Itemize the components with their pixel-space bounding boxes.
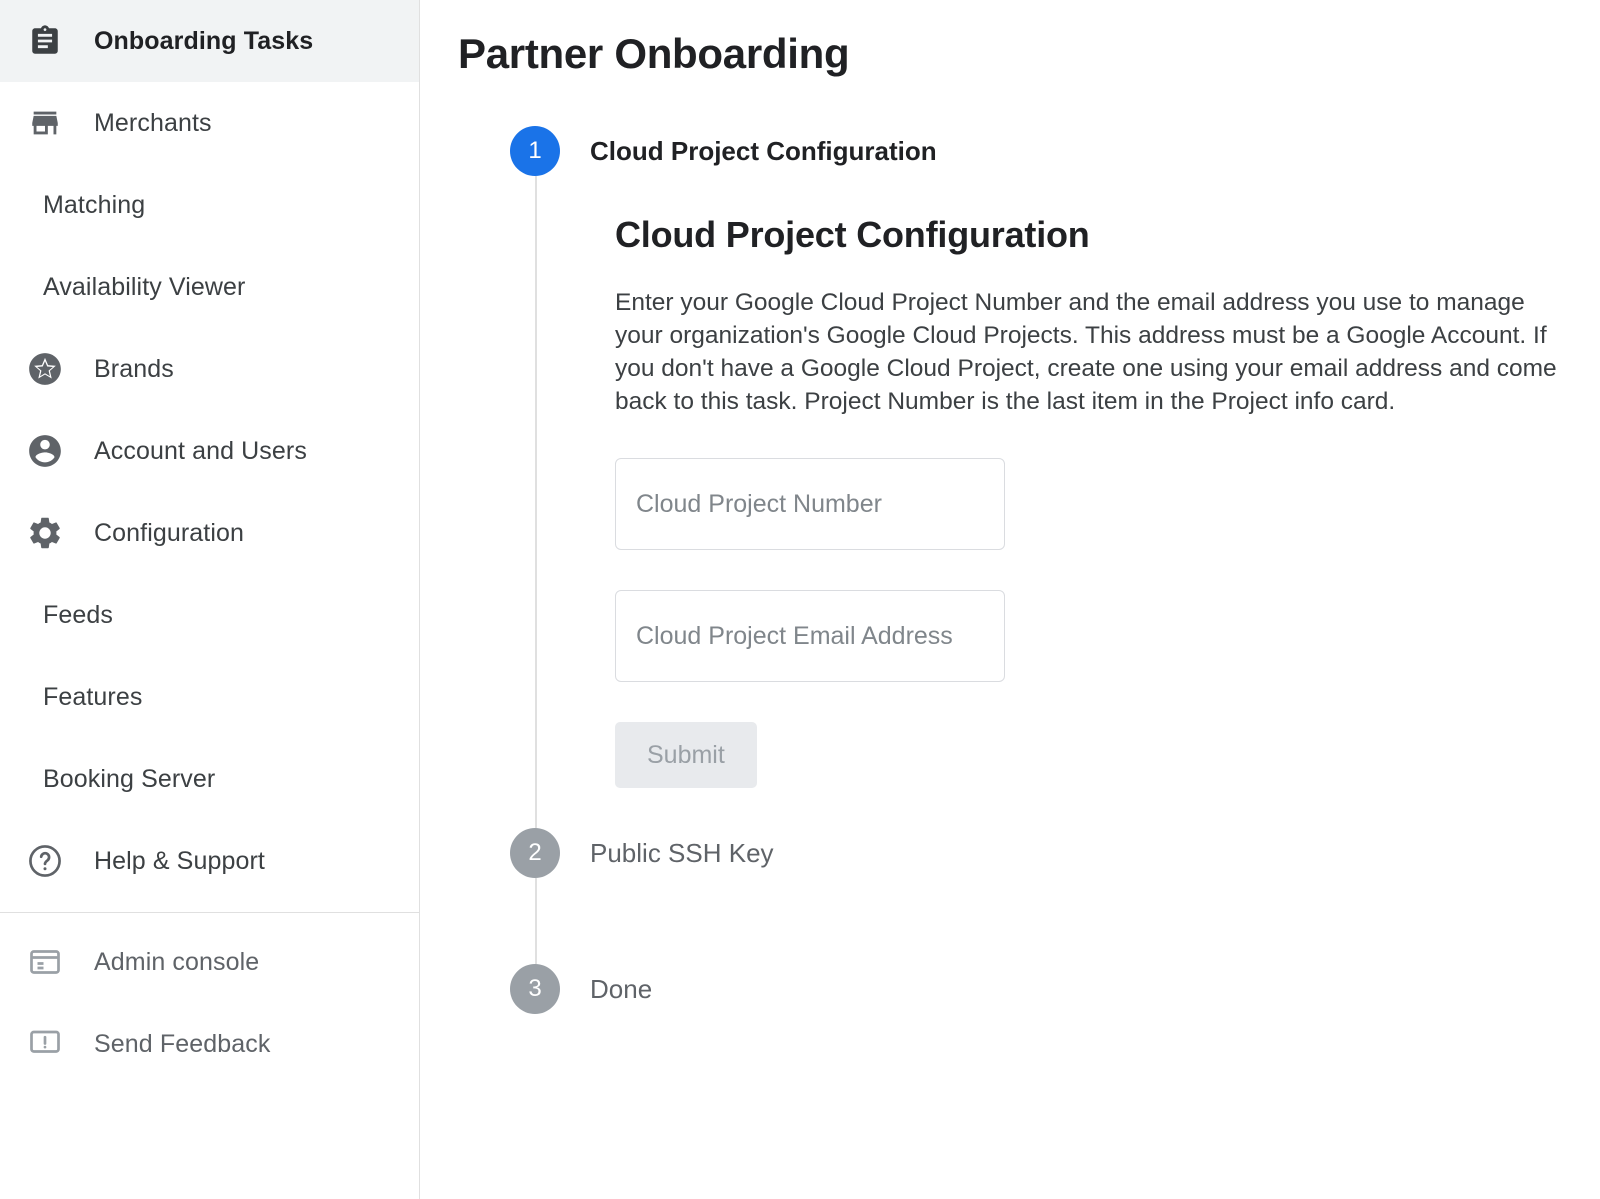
sidebar-item-help-and-support[interactable] <box>0 820 419 902</box>
step-2-header[interactable] <box>510 828 1560 878</box>
sidebar-item-label: Matching <box>43 190 146 219</box>
help-icon <box>22 838 68 884</box>
sidebar-item-label: Availability Viewer <box>43 272 246 301</box>
sidebar-item-merchants[interactable] <box>0 82 419 164</box>
sidebar-item-onboarding-tasks[interactable] <box>0 0 419 82</box>
cloud-project-number-input[interactable] <box>615 458 1005 550</box>
step-3-label: Done <box>590 973 653 1004</box>
sidebar-item-label: Account and Users <box>94 436 307 465</box>
page-title: Partner Onboarding <box>458 30 850 77</box>
store-icon <box>22 100 68 146</box>
step-3-number: 3 <box>510 964 560 1014</box>
step-2-label: Public SSH Key <box>590 837 774 868</box>
sidebar-item-label: Configuration <box>94 518 245 547</box>
sidebar-item-features[interactable] <box>0 656 419 738</box>
sidebar-item-label: Feeds <box>43 600 113 629</box>
sidebar-item-label: Features <box>43 682 143 711</box>
sidebar-divider <box>0 912 419 913</box>
sidebar-item-label: Admin console <box>94 947 260 976</box>
clipboard-icon <box>22 18 68 64</box>
sidebar-item-matching[interactable] <box>0 164 419 246</box>
step-3 <box>510 964 1560 1014</box>
feedback-icon <box>22 1021 68 1067</box>
step-1-number: 1 <box>510 126 560 176</box>
sidebar-item-label: Booking Server <box>43 764 216 793</box>
sidebar-item-availability-viewer[interactable] <box>0 246 419 328</box>
sidebar-item-account-and-users[interactable] <box>0 410 419 492</box>
step-1-body <box>535 176 1560 828</box>
sidebar-item-send-feedback[interactable] <box>0 1003 419 1085</box>
sidebar-item-label: Brands <box>94 354 174 383</box>
cloud-project-email-input[interactable] <box>615 590 1005 682</box>
sidebar <box>0 0 420 1199</box>
sidebar-item-admin-console[interactable] <box>0 921 419 1003</box>
sidebar-item-configuration[interactable] <box>0 492 419 574</box>
sidebar-item-label: Help & Support <box>94 846 265 875</box>
sidebar-item-label: Onboarding Tasks <box>94 26 314 55</box>
onboarding-stepper <box>510 126 1560 1014</box>
step-2-body <box>535 878 1560 964</box>
main-content <box>420 0 1600 1199</box>
step-2 <box>510 828 1560 964</box>
sidebar-item-booking-server[interactable] <box>0 738 419 820</box>
sidebar-item-brands[interactable] <box>0 328 419 410</box>
sidebar-item-label: Merchants <box>94 108 212 137</box>
step-1-header[interactable] <box>510 126 1560 176</box>
gear-icon <box>22 510 68 556</box>
step-2-number: 2 <box>510 828 560 878</box>
step-1-label: Cloud Project Configuration <box>590 135 937 166</box>
star-icon <box>22 346 68 392</box>
step-3-header[interactable] <box>510 964 1560 1014</box>
admin-console-icon <box>22 939 68 985</box>
person-icon <box>22 428 68 474</box>
submit-button[interactable]: Submit <box>615 722 757 788</box>
step-1 <box>510 126 1560 828</box>
sidebar-item-label: Send Feedback <box>94 1029 271 1058</box>
card-title: Cloud Project Configuration <box>615 214 1090 255</box>
card-description: Enter your Google Cloud Project Number and the email address you use to manage your organization's Google Cloud Projects. This address must be a Google Account. If you don't have a Google Cloud Project, create one using your email address and come back to this task. Project Number is the last item in the Project info card. <box>615 289 1557 416</box>
sidebar-item-feeds[interactable] <box>0 574 419 656</box>
